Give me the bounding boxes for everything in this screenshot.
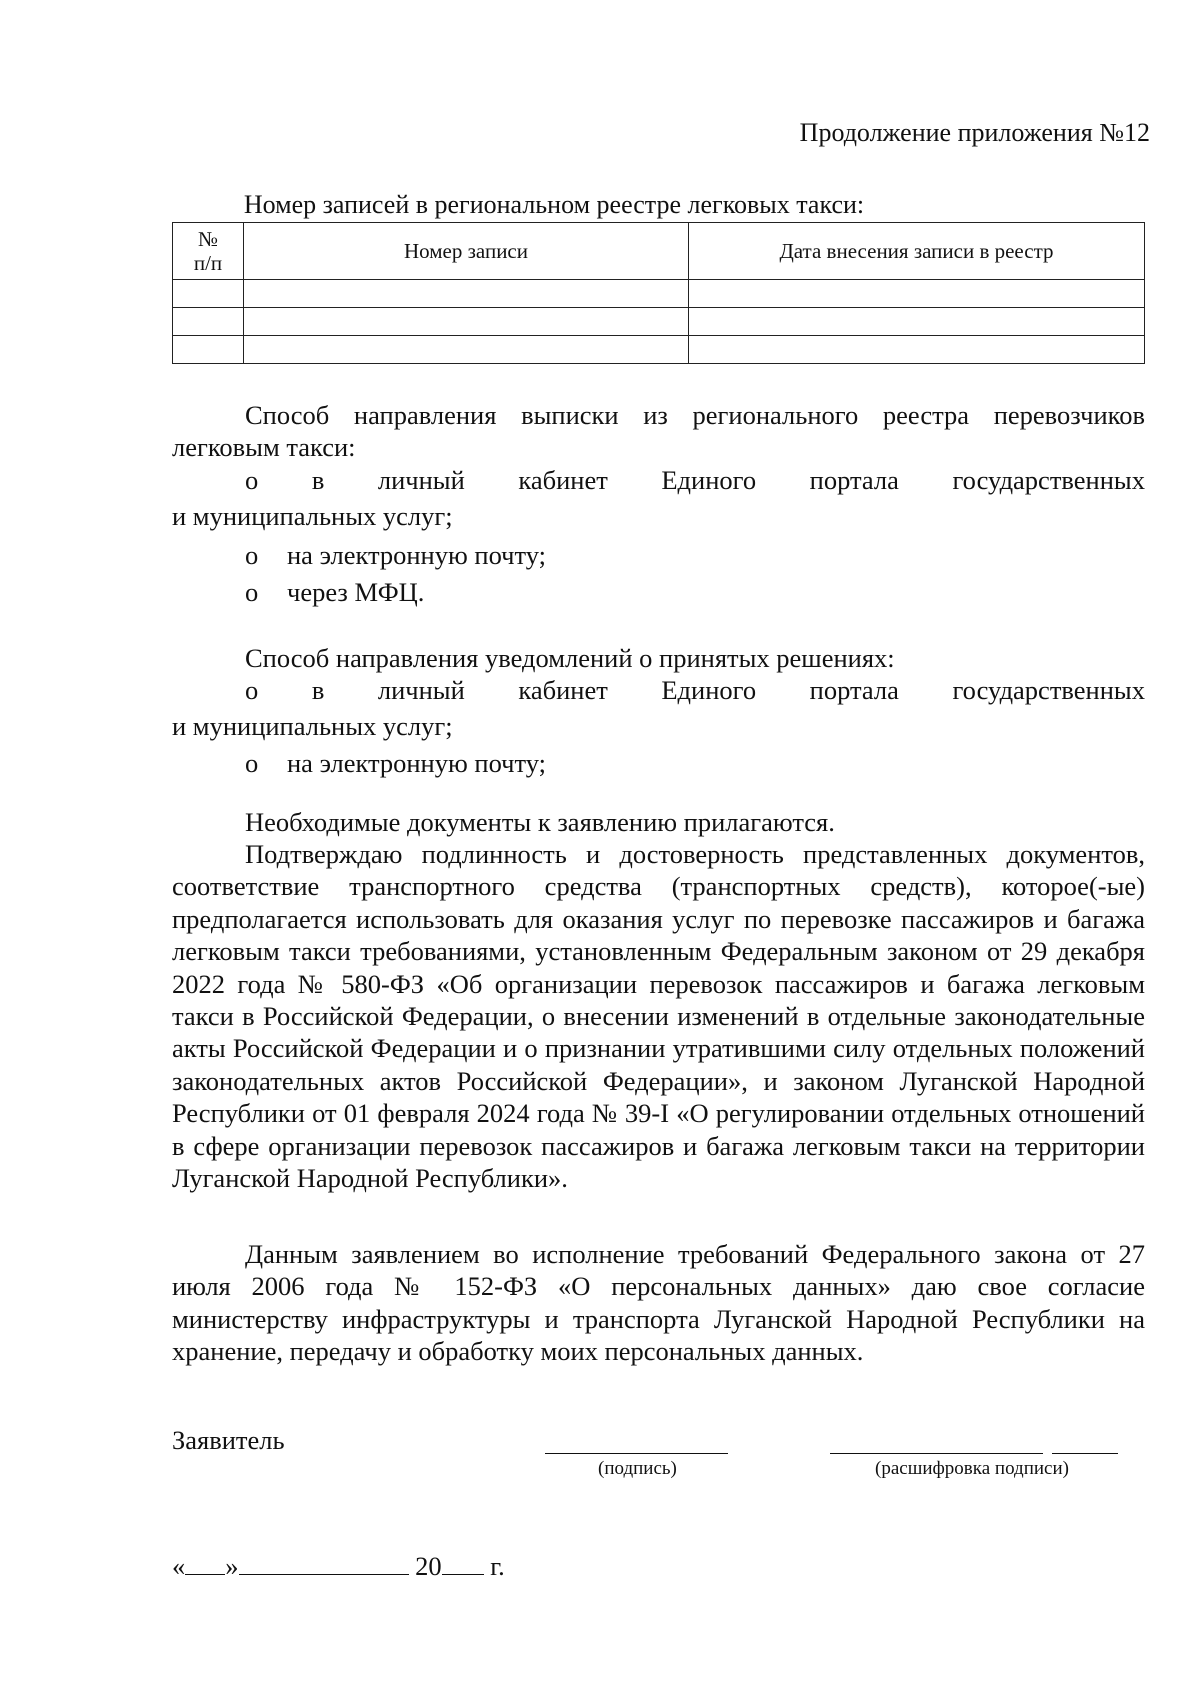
table-row [173,280,1145,308]
column-header-entry-date: Дата внесения записи в реестр [689,223,1145,280]
appendix-continuation-label: Продолжение приложения №12 [799,118,1150,147]
signature-field[interactable] [545,1426,728,1454]
column-header-number [173,223,244,280]
heading-word: перевозчиков [993,400,1145,430]
year-suffix: г. [490,1551,505,1581]
table-header-row [173,223,1145,280]
radio-bullet-icon[interactable]: o [245,748,259,778]
extract-option-gosuslugi-line1 [245,465,1145,497]
heading-word: Способ [245,400,330,430]
radio-bullet-icon[interactable]: o [245,577,259,607]
table-cell-empty[interactable] [689,280,1145,308]
authenticity-confirmation-paragraph: Подтверждаю подлинность и достоверность представленных документов, соответствие транспортного средства (транспортных средств), которое(-ые) предполагается использовать для оказания услуг по перевозке пассажиров и багажа легковым такси требованиями, установленным Федеральным законом от 29 декабря 2022 года № 580-ФЗ «Об организации перевозок пассажиров и багажа легковым такси в Российской Федерации, о внесении изменений в отдельные законодательные акты Российской Федерации и о признании утратившими силу отдельных положений законодательных актов Российской Федерации», и законом Луганской Народной Республики от 01 февраля 2024 года № 39-I «О регулировании отдельных отношений в сфере организации перевозок пассажиров и багажа легковым такси на территории Луганской Народной Республики». [172,839,1145,1194]
option-label: на электронную почту; [287,748,546,778]
extract-option-email [245,540,546,571]
registry-records-table [172,222,1145,364]
date-open-quote: « [172,1551,186,1581]
date-line [172,1550,505,1582]
date-close-quote: » [225,1551,239,1581]
option-word: личный [377,465,465,495]
notice-option-gosuslugi-line2: и муниципальных услуг; [172,711,453,741]
signature-decoding-field-extra[interactable] [1052,1426,1118,1454]
option-word: в [311,465,325,495]
option-word: портала [809,675,899,705]
radio-bullet-icon[interactable]: o [245,465,259,495]
heading-word: регионального [692,400,859,430]
heading-word: выписки [521,400,619,430]
registry-table-title: Номер записей в региональном реестре легковых такси: [243,190,865,219]
day-field[interactable] [185,1550,225,1575]
table-row [173,308,1145,336]
table-cell-empty[interactable] [244,280,689,308]
month-field[interactable] [239,1550,409,1575]
year-field[interactable] [442,1550,484,1575]
column-header-number-line1: № [197,227,219,251]
table-row [173,336,1145,364]
column-header-record-number: Номер записи [244,223,689,280]
signature-decoding-field[interactable] [830,1426,1043,1454]
option-word: кабинет [518,465,608,495]
table-cell-empty[interactable] [173,308,244,336]
documents-attached-statement: Необходимые документы к заявлению прилагаются. [245,807,835,837]
applicant-label: Заявитель [172,1425,285,1455]
table-cell-empty[interactable] [173,336,244,364]
heading-word: направления [353,400,497,430]
option-label: через МФЦ. [287,577,425,607]
extract-option-mfc [245,577,424,608]
option-word: Единого [661,465,757,495]
option-word: в [311,675,325,705]
signature-caption: (подпись) [598,1458,677,1479]
personal-data-consent-paragraph: Данным заявлением во исполнение требований Федерального закона от 27 июля 2006 года № 152-ФЗ «О персональных данных» даю свое согласие министерству инфраструктуры и транспорта Луганской Народной Республики на хранение, передачу и обработку моих персональных данных. [172,1239,1145,1367]
extract-method-heading-line2: легковым такси: [172,432,356,462]
table-cell-empty[interactable] [689,336,1145,364]
option-label: на электронную почту; [287,540,546,570]
table-cell-empty[interactable] [244,336,689,364]
table-cell-empty[interactable] [689,308,1145,336]
heading-word: реестра [882,400,970,430]
radio-bullet-icon[interactable]: o [245,675,259,705]
option-word: Единого [661,675,757,705]
option-word: портала [809,465,899,495]
column-header-number-line2: п/п [193,251,223,275]
notice-option-gosuslugi-line1 [245,675,1145,707]
extract-method-heading-line1 [245,400,1145,432]
notice-method-heading: Способ направления уведомлений о принятых решениях: [245,643,895,673]
year-prefix: 20 [415,1551,442,1581]
table-cell-empty[interactable] [173,280,244,308]
option-word: государственных [952,465,1145,495]
option-word: кабинет [518,675,608,705]
notice-option-email [245,748,546,779]
radio-bullet-icon[interactable]: o [245,540,259,570]
table-cell-empty[interactable] [244,308,689,336]
extract-option-gosuslugi-line2: и муниципальных услуг; [172,501,453,531]
heading-word: из [643,400,668,430]
signature-decoding-caption: (расшифровка подписи) [875,1458,1069,1479]
option-word: государственных [952,675,1145,705]
option-word: личный [377,675,465,705]
